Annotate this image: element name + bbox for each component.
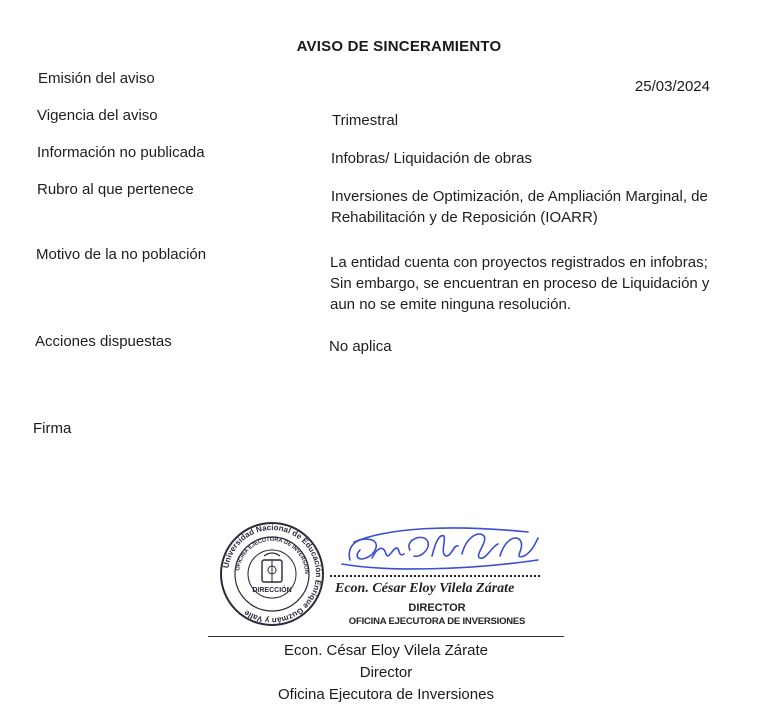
value-vigencia: Trimestral: [332, 112, 399, 129]
document-title: AVISO DE SINCERAMIENTO: [296, 38, 502, 55]
seal-center-text: DIRECCIÓN: [252, 587, 292, 594]
emission-date: 25/03/2024: [634, 78, 710, 95]
seal-outer-text: Universidad Nacional de Educación Enrique Guzmán y Valle: [221, 522, 324, 626]
signatory-name: Econ. César Eloy Vilela Zárate: [284, 642, 488, 659]
official-seal: [218, 520, 326, 628]
value-rubro-line-1: Inversiones de Optimización, de Ampliación Marginal, de: [331, 188, 708, 205]
handwritten-signature: [328, 520, 546, 578]
label-rubro: Rubro al que pertenece: [37, 181, 194, 198]
label-acciones: Acciones dispuestas: [35, 333, 172, 350]
stamp-office: OFICINA EJECUTORA DE INVERSIONES: [348, 616, 526, 627]
value-motivo-line-1: La entidad cuenta con proyectos registrados en infobras;: [330, 254, 708, 271]
label-emision: Emisión del aviso: [38, 70, 155, 87]
value-motivo-line-2: Sin embargo, se encuentran en proceso de Liquidación y: [330, 275, 710, 292]
label-informacion: Información no publicada: [37, 144, 205, 161]
seal-inner-text: OFICINA EJECUTORA DE INVERSION: [235, 536, 310, 575]
value-informacion: Infobras/ Liquidación de obras: [331, 150, 532, 167]
seal-emblem-icon: [262, 553, 282, 582]
stamp-role: DIRECTOR: [408, 602, 466, 614]
signatory-office: Oficina Ejecutora de Inversiones: [278, 686, 494, 703]
signature-rule: [208, 636, 564, 637]
firma-label: Firma: [33, 420, 72, 437]
signatory-role: Director: [359, 664, 413, 681]
stamp-name: Econ. César Eloy Vilela Zárate: [335, 581, 515, 596]
signature-dotted-line: [330, 575, 540, 577]
value-acciones: No aplica: [329, 338, 392, 355]
value-rubro-line-2: Rehabilitación y de Reposición (IOARR): [331, 209, 598, 226]
value-motivo-line-3: aun no se emite ninguna resolución.: [330, 296, 571, 313]
label-vigencia: Vigencia del aviso: [37, 107, 158, 124]
label-motivo: Motivo de la no población: [36, 246, 207, 263]
